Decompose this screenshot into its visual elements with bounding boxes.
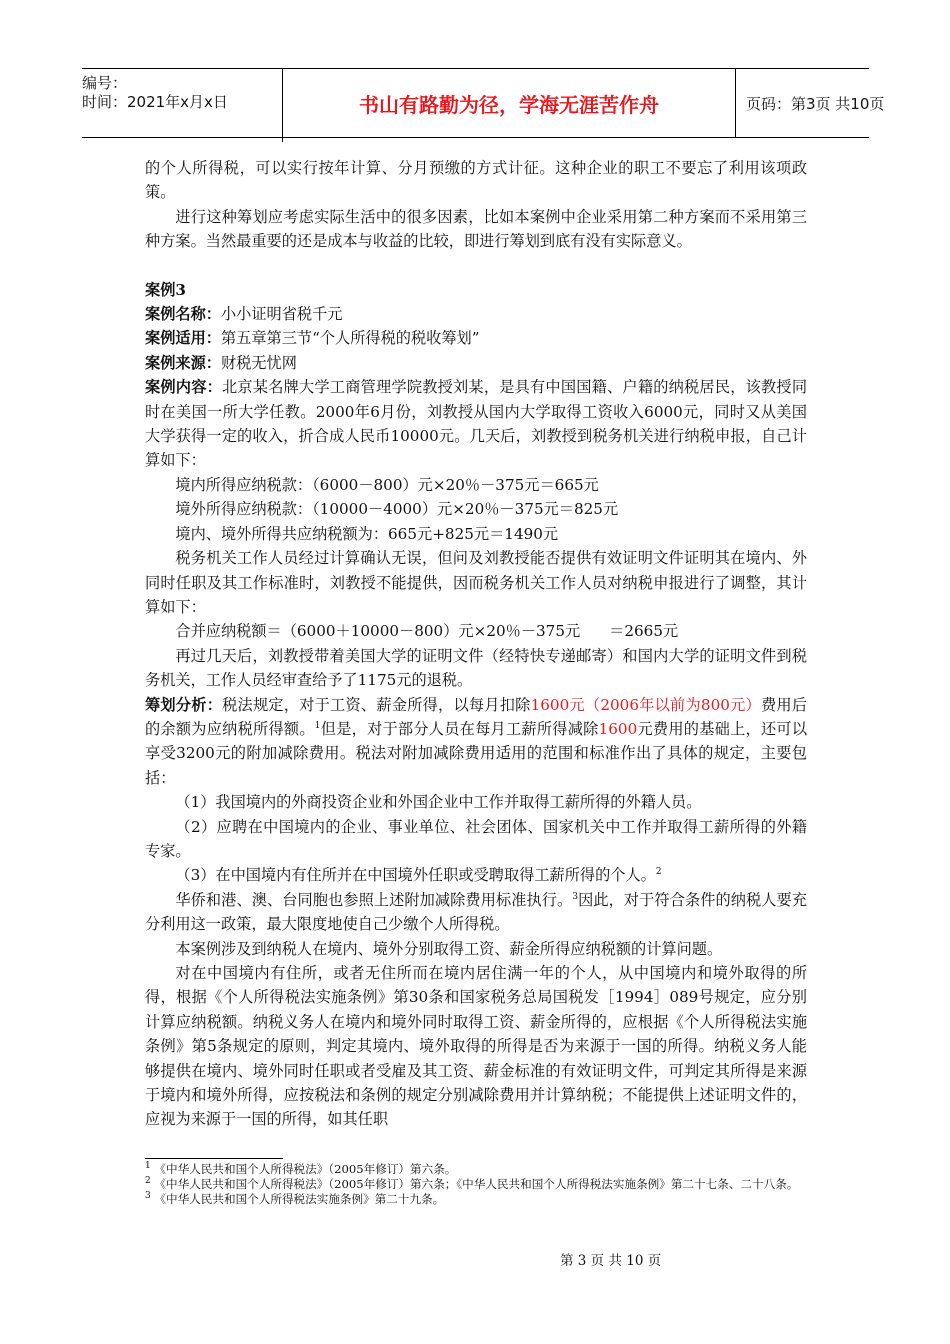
case-name-line <box>145 302 807 326</box>
paragraph-review: 税务机关工作人员经过计算确认无误，但问及刘教授能否提供有效证明文件证明其在境内、外同时任职及其工作标准时，刘教授不能提供，因而税务机关工作人员对纳税申报进行了调整，其计算如下： <box>145 549 807 616</box>
calc-domestic: 境内所得应纳税款：（6000－800）元×20％－375元＝665元 <box>175 475 599 494</box>
calc-combined: 合并应纳税额＝（6000＋10000－800）元×20％－375元 ＝2665元 <box>175 622 679 641</box>
deduction-amount-2: 1600 <box>598 719 638 738</box>
header-date: 时间：2021年x月x日 <box>82 93 228 111</box>
case-apply-value: 第五章第三节“个人所得税的税收筹划” <box>220 329 480 348</box>
overseas-text-b: 因此，对于符合条件的纳税人要充分利用这一政策，最大限度地使自己少缴个人所得税。 <box>145 890 808 934</box>
footnote-text: 《中华人民共和国个人所得税法》（2005年修订）第六条；《中华人民共和国个人所得税法实施条例》第二十七条、二十八条。 <box>154 1177 799 1191</box>
case-content-label: 案例内容： <box>145 378 223 397</box>
footnote-text: 《中华人民共和国个人所得税法》（2005年修订）第六条。 <box>154 1162 457 1176</box>
list-item-2: （2）应聘在中国境内的企业、事业单位、社会团体、国家机关中工作并取得工薪所得的外籍专家。 <box>145 817 807 860</box>
analysis-label: 筹划分析： <box>145 695 223 714</box>
footnote-number: 1 <box>145 1161 151 1172</box>
paragraph-residency: 对在中国境内有住所，或者无住所而在境内居住满一年的个人，从中国境内和境外取得的所得，根据《个人所得税法实施条例》第30条和国家税务总局国税发［1994］089号规定，应分别计算应纳税额。纳税义务人在境内和境外同时取得工资、薪金所得的，应根据《个人所得税法实施条例》第5条规定的原则，判定其境内、境外取得的所得是否为来源于一国的所得。纳税义务人能够提供在境内、境外同时任职或者受雇及其工资、薪金标准的有效证明文件，可判定其所得是来源于境内和境外所得，应按税法和条例的规定分别减除费用并计算纳税；不能提供上述证明文件的，应视为来源于一国的所得，如其任职 <box>145 964 807 1129</box>
page-footer: 第 3 页 共 10 页 <box>560 1253 662 1269</box>
analysis-paragraph <box>145 693 807 791</box>
footnote-separator <box>145 1158 283 1159</box>
case-name-label: 案例名称： <box>145 305 221 324</box>
case-title: 案例3 <box>145 280 186 299</box>
case-apply-label: 案例适用： <box>145 329 221 348</box>
case-content-paragraph <box>145 375 807 473</box>
analysis-text-b: 费用后的余额为应纳税所得额。 <box>145 695 808 738</box>
calc-foreign: 境外所得应纳税款：（10000－4000）元×20％－375元＝825元 <box>175 500 619 519</box>
header-number: 编号： <box>82 74 128 92</box>
footnote-number: 2 <box>145 1176 151 1187</box>
header-motto: 书山有路勤为径，学海无涯苦作舟 <box>283 69 736 137</box>
list-item-3 <box>145 863 807 887</box>
footnote-ref-3[interactable]: 3 <box>572 891 579 902</box>
footnote-2 <box>145 1177 807 1192</box>
calc-total: 境内、境外所得共应纳税额为：665元+825元＝1490元 <box>175 524 559 543</box>
footnotes <box>145 1162 807 1207</box>
analysis-text-d: 元费用的基础上，还可以享受3200元的附加减除费用。税法对附加减除费用适用的范围和标准作出了具体的规定，主要包括： <box>145 719 808 787</box>
analysis-text-a: 税法规定，对于工资、薪金所得，以每月扣除 <box>222 695 531 714</box>
header-page-number: 页码：第3页 共10页 <box>746 94 885 113</box>
footnote-number: 3 <box>145 1191 151 1202</box>
overseas-text-a: 华侨和港、澳、台同胞也参照上述附加减除费用标准执行。 <box>175 890 573 909</box>
case-source-label: 案例来源： <box>145 353 221 372</box>
paragraph-case-scope: 本案例涉及到纳税人在境内、境外分别取得工资、薪金所得应纳税额的计算问题。 <box>175 939 723 958</box>
header-meta <box>82 69 283 142</box>
case-source-line <box>145 351 807 375</box>
footnote-1 <box>145 1162 807 1177</box>
case-name-value: 小小证明省税千元 <box>220 305 343 324</box>
paragraph-refund: 再过几天后，刘教授带着美国大学的证明文件（经特快专递邮寄）和国内大学的证明文件到税务机关，工作人员经审查给予了1175元的退税。 <box>145 646 807 690</box>
deduction-note: （2006年以前为800元） <box>584 695 761 714</box>
list-item-1: （1）我国境内的外商投资企业和外国企业中工作并取得工薪所得的外籍人员。 <box>175 793 702 812</box>
case-source-value: 财税无忧网 <box>220 353 297 372</box>
page-header <box>82 68 885 138</box>
paragraph-planning-factors: 进行这种筹划应考虑实际生活中的很多因素，比如本案例中企业采用第二种方案而不采用第三种方案。当然最重要的还是成本与收益的比较，即进行筹划到底有没有实际意义。 <box>145 207 807 251</box>
footnote-ref-2[interactable]: 2 <box>655 867 662 878</box>
footnote-text: 《中华人民共和国个人所得税法实施条例》第二十九条。 <box>154 1192 445 1206</box>
paragraph-overseas <box>145 888 807 937</box>
footnote-ref-1[interactable]: 1 <box>314 720 321 731</box>
spacer <box>145 254 807 278</box>
analysis-text-c: 但是，对于部分人员在每月工薪所得减除 <box>320 719 599 738</box>
list-item-3-text: （3）在中国境内有住所并在中国境外任职或受聘取得工薪所得的个人。 <box>175 866 656 885</box>
paragraph-continued: 的个人所得税，可以实行按年计算、分月预缴的方式计征。这种企业的职工不要忘了利用该项政策。 <box>145 159 807 202</box>
deduction-amount: 1600元 <box>530 695 585 714</box>
case-apply-line <box>145 326 807 350</box>
footnote-3 <box>145 1192 807 1207</box>
document-body <box>145 156 807 1132</box>
case-content-value: 北京某名牌大学工商管理学院教授刘某，是具有中国国籍、户籍的纳税居民，该教授同时在美国一所大学任教。2000年6月份，刘教授从国内大学取得工资收入6000元，同时又从美国大学获得一定的收入，折合成人民币10000元。几天后，刘教授到税务机关进行纳税申报，自己计算如下： <box>145 378 808 470</box>
